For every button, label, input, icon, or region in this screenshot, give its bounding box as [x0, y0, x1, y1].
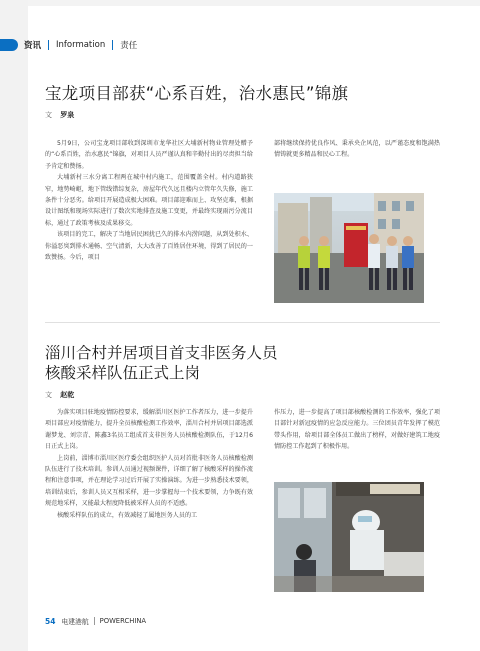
article1-title: 宝龙项目部获“心系百姓，治水惠民”锦旗	[45, 84, 349, 103]
byline-label: 文	[45, 391, 52, 399]
article2-title-line1: 淄川合村并居项目首支非医务人员	[45, 344, 278, 362]
nucleic-acid-sampling-photo	[274, 482, 424, 592]
section-cn: 资讯	[24, 41, 42, 51]
magazine-name-cn: 电建港航	[61, 618, 89, 626]
article-divider	[45, 322, 440, 323]
header-divider	[48, 40, 49, 50]
top-margin	[28, 0, 480, 6]
footer-divider	[94, 617, 95, 625]
paragraph: 核酸采样队伍的成立，有效减轻了属地医务人员的工	[57, 511, 198, 519]
section-marker-icon	[0, 39, 18, 51]
paragraph: 上岗前，淄博市淄川区医疗委会组织医护人员对首批非医务人员核酸检测队伍进行了技术培训。参训人员通过视频课件，详细了解了核酸采样的操作流程和注意事项，并在理论学习过后开展了实操演练。为进一步熟悉技术要领，培训结束后，参训人员又互相采样，进一步掌握每一个技术要领，力争既有效规范地采样，又能最大程度降低被采样人员的不适感。	[45, 454, 253, 508]
section-sub: 责任	[120, 41, 138, 51]
article2-byline	[45, 390, 74, 400]
page-number: 54	[45, 616, 56, 626]
article1-body-left	[45, 138, 253, 336]
award-photo-illustration	[274, 193, 424, 303]
magazine-name-en: POWERCHINA	[99, 617, 147, 625]
paragraph: 部将继续保持优良作风、秉承央企风范，以严谨态度和饱满热情铸就更多精品和民心工程。	[274, 140, 440, 159]
section-header	[0, 34, 137, 56]
paragraph: 该项目的完工，解决了当地居民困扰已久的排水内涝问题，从到处积水、你溢恶臭到排水通畅、空气清新，大大改善了百姓居住环境，得到了居民的一致赞扬。今后，项目	[45, 231, 253, 262]
article1-body-right	[274, 138, 440, 184]
article1-byline	[45, 110, 74, 120]
paragraph: 大埔新村三水分离工程两在城中村内施工，范围覆盖全村。村内道路狭窄，地势崎岖，地下管线错综复杂，房屋年代久远且楼内立管年久失修，施工条件十分恶劣。给项目开展造成极大困难。项目部迎难而上、攻坚克难，根据设计图纸和现场实际进行了数次实地排查及施工变更，并最终实现雨污分流目标，通过了政策考核及成果移交。	[45, 174, 253, 227]
byline-label: 文	[45, 111, 52, 119]
paragraph: 为落实项目驻地疫情防控要求，缓解淄川区医护工作者压力，进一步提升项目部应对疫情能力，提升全员核酸检测工作效率，淄川合村并居项目部选派谢梦龙、刘宗青、陈鑫3名员工组成首支非医务人员核酸检测队伍，于12月6日正式上岗。	[45, 409, 253, 451]
award-ceremony-photo	[274, 193, 424, 303]
article2-body-right	[274, 407, 440, 471]
paragraph: 5月9日，公司宝龙项目部收到深圳市龙华社区大埔新村物业管理处赠予的“心系百姓，治水惠民”锦旗，对项目人员严谨认真和辛勤付出的尽责担当给予肯定和赞扬。	[45, 140, 253, 170]
article2-title-line2: 核酸采样队伍正式上岗	[45, 364, 201, 382]
header-divider	[112, 40, 113, 50]
article2-body-left	[45, 407, 253, 615]
article2-title	[45, 343, 278, 383]
page-gutter	[0, 0, 28, 651]
article2-author: 赵乾	[60, 391, 75, 399]
page-footer	[45, 616, 146, 626]
sampling-photo-illustration	[274, 482, 424, 592]
article1-author: 罗泉	[60, 111, 75, 119]
paragraph: 作压力，进一步提高了项目部核酸检测的工作效率，强化了项目部针对新冠疫情的应急反应能力。三位团员青年发挥了模范带头作用，给项目部全体员工做出了榜样，对做好建筑工地疫情防控工作起到了积极作用。	[274, 409, 440, 451]
section-en: Information	[56, 40, 106, 50]
